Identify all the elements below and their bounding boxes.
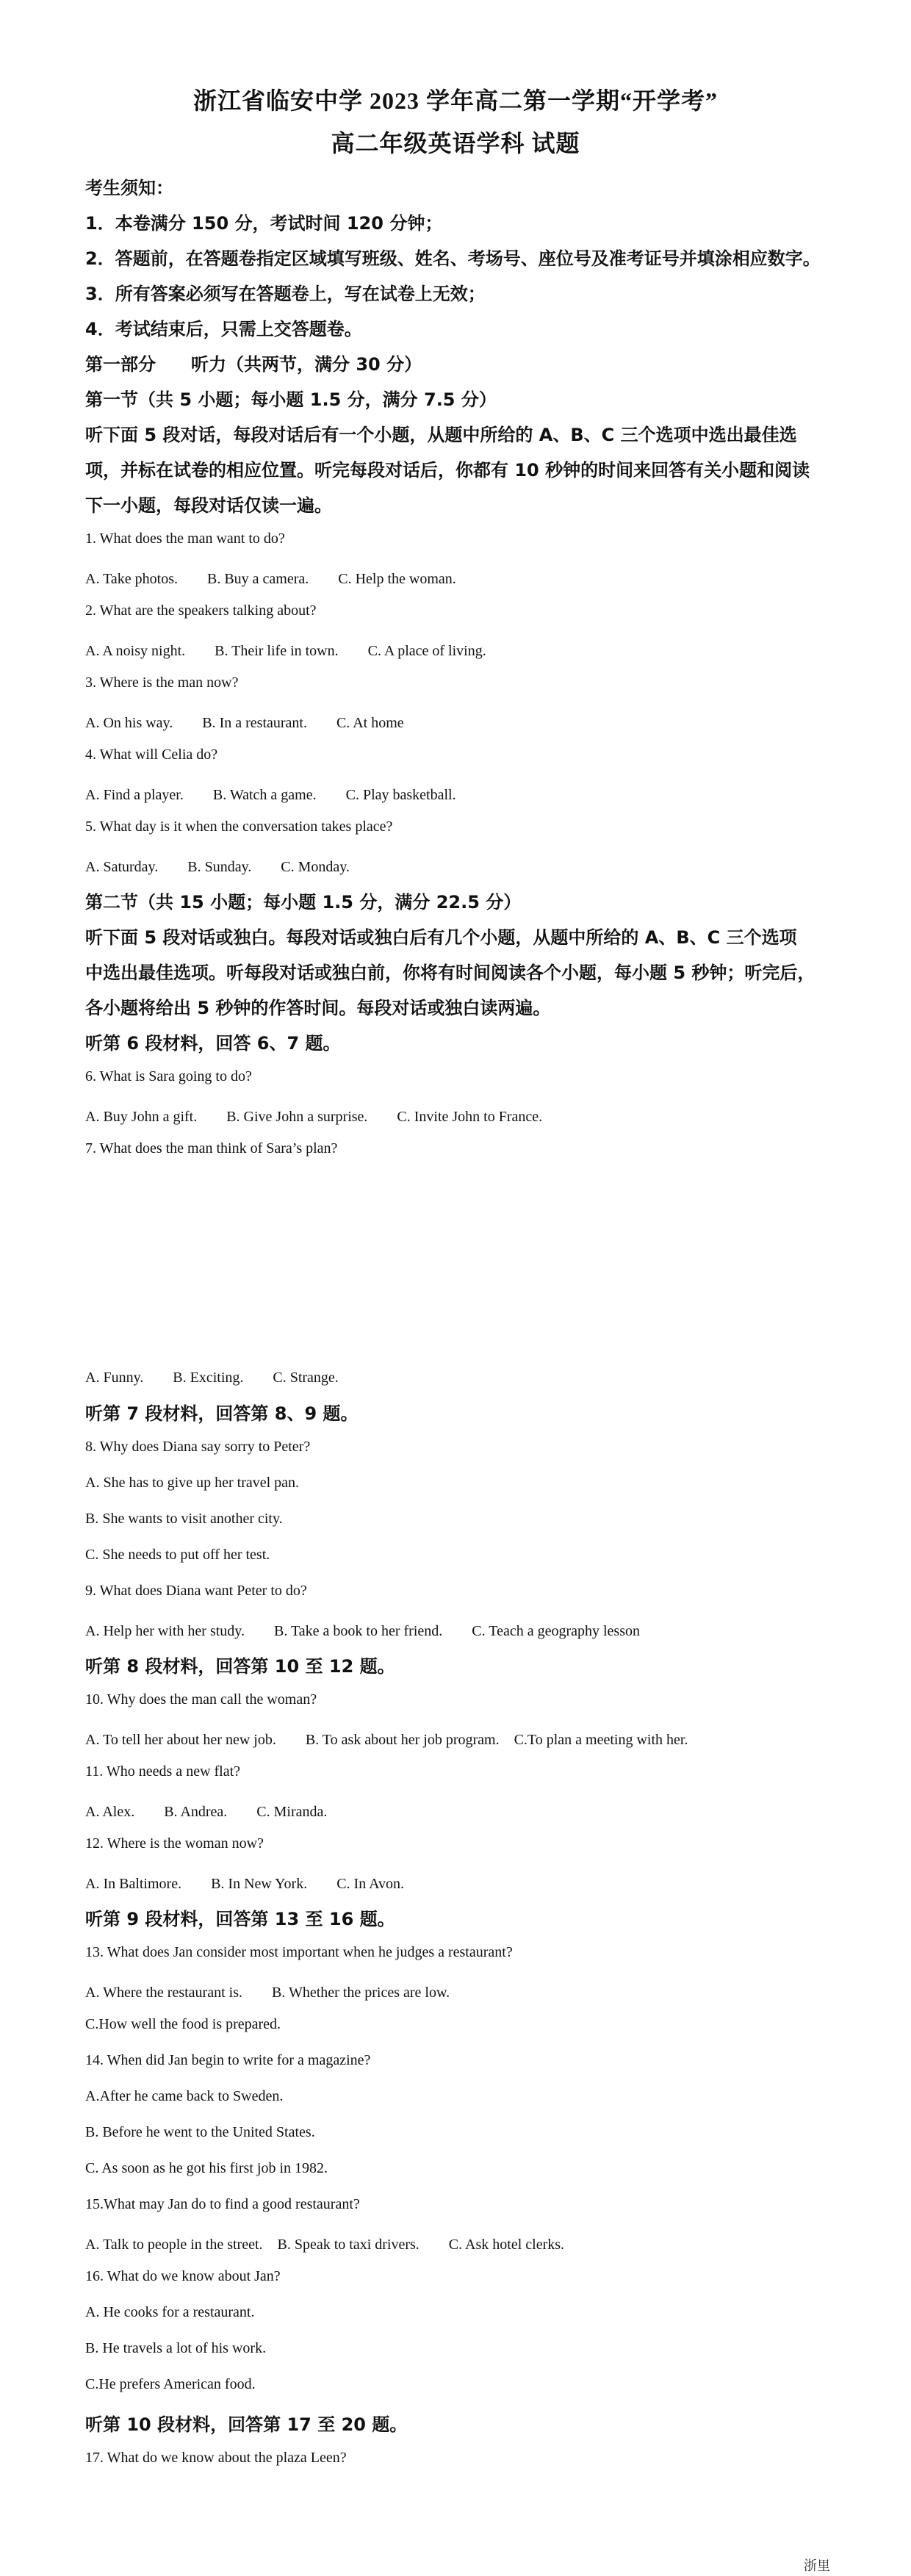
question-16-option-b: B. He travels a lot of his work. (85, 2340, 267, 2356)
part1-heading: 第一部分 听力（共两节，满分 30 分） (85, 354, 422, 375)
question-5: 5. What day is it when the conversation takes place? (85, 819, 393, 835)
notice-item-2: 2．答题前，在答题卷指定区域填写班级、姓名、考场号、座位号及准考证号并填涂相应数字。 (85, 248, 821, 269)
question-16: 16. What do we know about Jan? (85, 2268, 281, 2284)
question-17: 17. What do we know about the plaza Leen? (85, 2450, 347, 2466)
notice-item-4: 4．考试结束后，只需上交答题卷。 (85, 319, 362, 339)
question-1: 1. What does the man want to do? (85, 530, 285, 547)
notice-item-1: 1．本卷满分 150 分，考试时间 120 分钟； (85, 213, 443, 234)
material-6-heading: 听第 6 段材料，回答 6、7 题。 (85, 1033, 341, 1054)
question-4-options: A. Find a player. B. Watch a game. C. Play basketball. (85, 787, 456, 803)
section2-instruction-3: 各小题将给出 5 秒钟的作答时间。每段对话或独白读两遍。 (85, 998, 551, 1018)
question-3-options: A. On his way. B. In a restaurant. C. At home (85, 715, 404, 731)
question-5-options: A. Saturday. B. Sunday. C. Monday. (85, 859, 350, 875)
material-8-heading: 听第 8 段材料，回答第 10 至 12 题。 (85, 1656, 395, 1677)
question-3: 3. Where is the man now? (85, 674, 239, 691)
question-12: 12. Where is the woman now? (85, 1835, 264, 1852)
question-9: 9. What does Diana want Peter to do? (85, 1583, 307, 1599)
page-subtitle: 高二年级英语学科 试题 (331, 130, 580, 156)
question-11: 11. Who needs a new flat? (85, 1763, 241, 1780)
question-10: 10. Why does the man call the woman? (85, 1691, 317, 1708)
question-14-option-c: C. As soon as he got his first job in 1982. (85, 2160, 328, 2176)
section1-heading: 第一节（共 5 小题；每小题 1.5 分，满分 7.5 分） (85, 389, 497, 410)
question-10-options: A. To tell her about her new job. B. To ask about her job program. C.To plan a meeting with her. (85, 1732, 688, 1748)
question-7: 7. What does the man think of Sara’s plan? (85, 1140, 338, 1156)
question-14-option-b: B. Before he went to the United States. (85, 2124, 315, 2140)
question-1-options: A. Take photos. B. Buy a camera. C. Help the woman. (85, 571, 456, 587)
question-13-options-ab: A. Where the restaurant is. B. Whether the prices are low. (85, 1985, 450, 2001)
section1-instruction-1: 听下面 5 段对话，每段对话后有一个小题，从题中所给的 A、B、C 三个选项中选出最佳选 (85, 425, 797, 445)
question-14: 14. When did Jan begin to write for a magazine? (85, 2052, 371, 2068)
material-9-heading: 听第 9 段材料，回答第 13 至 16 题。 (85, 1909, 395, 1929)
question-15-options: A. Talk to people in the street. B. Speak to taxi drivers. C. Ask hotel clerks. (85, 2237, 565, 2253)
section2-heading: 第二节（共 15 小题；每小题 1.5 分，满分 22.5 分） (85, 892, 522, 913)
question-13-option-c: C.How well the food is prepared. (85, 2016, 281, 2032)
question-12-options: A. In Baltimore. B. In New York. C. In Avon. (85, 1876, 405, 1892)
question-8: 8. Why does Diana say sorry to Peter? (85, 1439, 311, 1455)
question-13: 13. What does Jan consider most important when he judges a restaurant? (85, 1944, 513, 1960)
notice-item-3: 3．所有答案必须写在答题卷上，写在试卷上无效； (85, 284, 486, 304)
material-7-heading: 听第 7 段材料，回答第 8、9 题。 (85, 1403, 359, 1424)
section2-instruction-1: 听下面 5 段对话或独白。每段对话或独白后有几个小题，从题中所给的 A、B、C 三个选项 (85, 927, 797, 948)
question-11-options: A. Alex. B. Andrea. C. Miranda. (85, 1804, 328, 1820)
notice-heading: 考生须知： (85, 178, 173, 198)
question-6: 6. What is Sara going to do? (85, 1068, 252, 1084)
section1-instruction-3: 下一小题，每段对话仅读一遍。 (85, 495, 332, 516)
question-2-options: A. A noisy night. B. Their life in town. C. A place of living. (85, 643, 486, 659)
question-2: 2. What are the speakers talking about? (85, 602, 317, 619)
question-14-option-a: A.After he came back to Sweden. (85, 2088, 284, 2104)
question-8-option-c: C. She needs to put off her test. (85, 1547, 270, 1563)
question-15: 15.What may Jan do to find a good restaurant? (85, 2196, 360, 2212)
page-title: 浙江省临安中学 2023 学年高二第一学期“开学考” (192, 87, 718, 114)
question-16-option-a: A. He cooks for a restaurant. (85, 2304, 255, 2320)
section1-instruction-2: 项，并标在试卷的相应位置。听完每段对话后，你都有 10 秒钟的时间来回答有关小题和阅读 (85, 460, 810, 481)
section2-instruction-2: 中选出最佳选项。听每段对话或独白前，你将有时间阅读各个小题，每小题 5 秒钟；听完后， (85, 963, 815, 983)
footer-watermark: 浙里 (804, 2558, 830, 2574)
question-8-option-a: A. She has to give up her travel pan. (85, 1475, 300, 1491)
material-10-heading: 听第 10 段材料，回答第 17 至 20 题。 (85, 2414, 408, 2435)
question-6-options: A. Buy John a gift. B. Give John a surprise. C. Invite John to France. (85, 1109, 543, 1125)
question-16-option-c: C.He prefers American food. (85, 2376, 256, 2392)
question-4: 4. What will Celia do? (85, 746, 218, 763)
question-7-options: A. Funny. B. Exciting. C. Strange. (85, 1370, 339, 1386)
question-8-option-b: B. She wants to visit another city. (85, 1511, 283, 1527)
question-9-options: A. Help her with her study. B. Take a book to her friend. C. Teach a geography lesson (85, 1623, 640, 1639)
